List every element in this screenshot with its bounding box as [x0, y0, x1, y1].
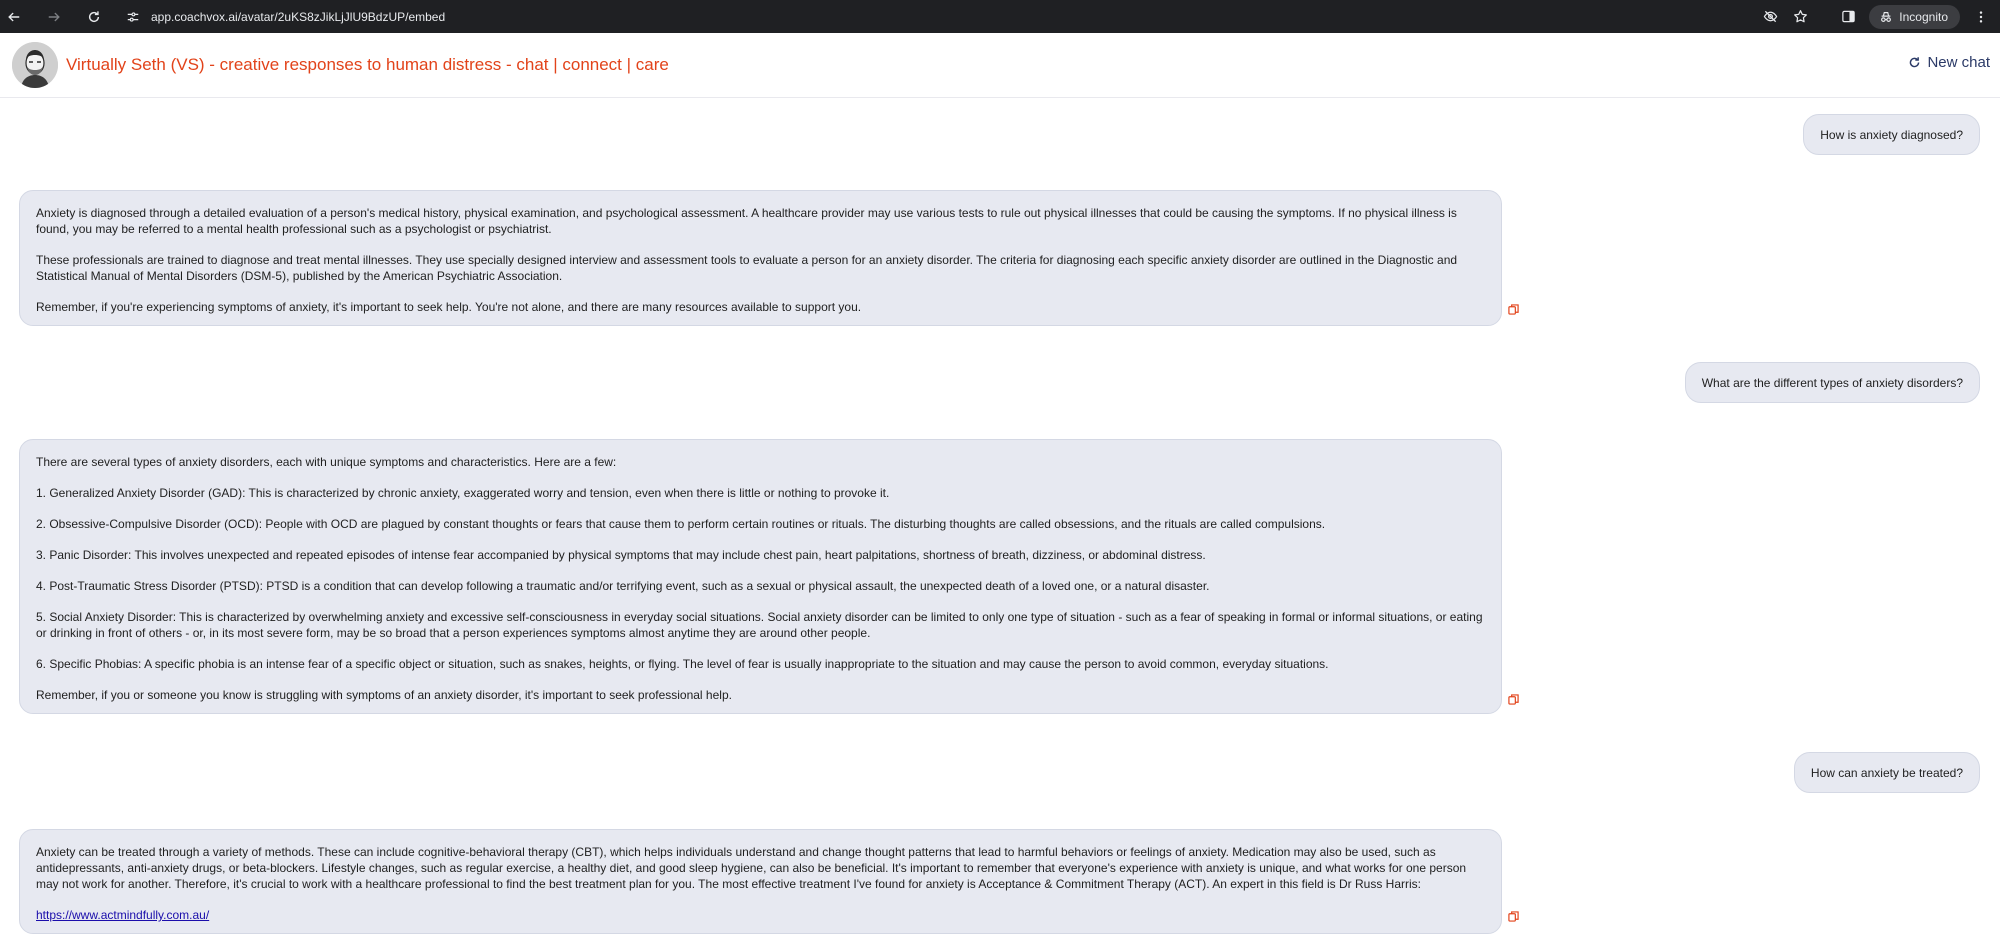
- refresh-icon: [1908, 56, 1921, 69]
- copy-button[interactable]: [1508, 304, 1519, 315]
- avatar: [12, 42, 58, 88]
- side-panel-icon: [1841, 9, 1856, 24]
- copy-icon: [1508, 911, 1519, 922]
- user-message: [1794, 752, 1980, 793]
- user-message: [1803, 114, 1980, 155]
- message-text: How can anxiety be treated?: [1810, 765, 1963, 780]
- url-text[interactable]: app.coachvox.ai/avatar/2uKS8zJikLjJlU9BdzUP/embed: [151, 9, 446, 24]
- tune-icon: [126, 10, 140, 24]
- bookmark-button[interactable]: [1791, 8, 1809, 26]
- site-info-button[interactable]: [125, 9, 141, 25]
- tracking-protection-button[interactable]: [1761, 8, 1779, 26]
- copy-icon: [1508, 694, 1519, 705]
- message-text: How is anxiety diagnosed?: [1820, 127, 1963, 142]
- app-header: [0, 33, 2000, 98]
- kebab-menu-icon: [1974, 10, 1988, 24]
- incognito-badge[interactable]: [1869, 5, 1960, 29]
- copy-button[interactable]: [1508, 911, 1519, 922]
- reload-button[interactable]: [83, 6, 105, 28]
- resource-link[interactable]: https://www.actmindfully.com.au/: [36, 908, 210, 922]
- copy-icon: [1508, 304, 1519, 315]
- incognito-label: Incognito: [1899, 9, 1948, 24]
- assistant-message: [19, 829, 1502, 934]
- new-chat-button[interactable]: [1908, 54, 1990, 71]
- assistant-message: [19, 439, 1502, 714]
- new-chat-label: New chat: [1927, 54, 1990, 71]
- message-paragraph: 1. Generalized Anxiety Disorder (GAD): This is characterized by chronic anxiety, exaggerated worry and tension, even when there is little or nothing to provoke it.: [36, 486, 890, 500]
- user-message: [1685, 362, 1980, 403]
- message-text: What are the different types of anxiety disorders?: [1701, 375, 1963, 390]
- side-panel-button[interactable]: [1839, 8, 1857, 26]
- arrow-right-icon: [47, 10, 61, 24]
- incognito-icon: [1879, 10, 1893, 24]
- page-title: Virtually Seth (VS) - creative responses to human distress - chat | connect | care: [66, 55, 669, 74]
- reload-icon: [87, 10, 101, 24]
- message-paragraph: Anxiety can be treated through a variety of methods. These can include cognitive-behavioral therapy (CBT), which helps individuals understand and change thought patterns that lead to harmful behaviors or feelings of anxiety. Medication may also be used, such as antidepressants, anti-anxiety drugs, or beta-blockers. Lifestyle changes, such as regular exercise, a healthy diet, and good sleep hygiene, can also be beneficial. It's important to remember that everyone's experience with anxiety is unique, and what works for one person may not work for another. Therefore, it's crucial to work with a healthcare professional to find the best treatment plan for you. The most effective treatment I've found for anxiety is Acceptance & Commitment Therapy (ACT). An expert in this field is Dr Russ Harris:: [36, 845, 1467, 891]
- eye-off-icon: [1763, 9, 1778, 24]
- browser-menu-button[interactable]: [1972, 8, 1990, 26]
- message-paragraph: 4. Post-Traumatic Stress Disorder (PTSD): PTSD is a condition that can develop following a traumatic and/or terrifying event, such as a sexual or physical assault, the unexpected death of a loved one, or a natural disaster.: [36, 579, 1210, 593]
- message-paragraph: These professionals are trained to diagnose and treat mental illnesses. They use specially designed interview and assessment tools to evaluate a person for an anxiety disorder. The criteria for diagnosing each specific anxiety disorder are outlined in the Diagnostic and Statistical Manual of Mental Disorders (DSM-5), published by the American Psychiatric Association.: [36, 253, 1458, 283]
- chat-thread: [0, 98, 2000, 950]
- message-paragraph: Remember, if you're experiencing symptoms of anxiety, it's important to seek help. You're not alone, and there are many resources available to support you.: [36, 300, 862, 314]
- message-paragraph: 2. Obsessive-Compulsive Disorder (OCD): People with OCD are plagued by constant thoughts or fears that cause them to perform certain routines or rituals. The disturbing thoughts are called obsessions, and the rituals are called compulsions.: [36, 517, 1326, 531]
- message-paragraph: 5. Social Anxiety Disorder: This is characterized by overwhelming anxiety and excessive self-consciousness in everyday social situations. Social anxiety disorder can be limited to only one type of situation - such as a fear of speaking in formal or informal situations, or eating or drinking in front of others - or, in its most severe form, may be so broad that a person experiences symptoms almost anytime they are around other people.: [36, 610, 1483, 640]
- address-bar[interactable]: [125, 0, 1761, 33]
- copy-button[interactable]: [1508, 694, 1519, 705]
- arrow-left-icon: [7, 10, 21, 24]
- star-icon: [1793, 9, 1808, 24]
- forward-button[interactable]: [43, 6, 65, 28]
- message-paragraph: There are several types of anxiety disorders, each with unique symptoms and characteristics. Here are a few:: [36, 455, 617, 469]
- message-paragraph: 3. Panic Disorder: This involves unexpected and repeated episodes of intense fear accompanied by physical symptoms that may include chest pain, heart palpitations, shortness of breath, dizziness, or abdominal distress.: [36, 548, 1206, 562]
- browser-toolbar: [0, 0, 2000, 33]
- back-button[interactable]: [3, 6, 25, 28]
- message-paragraph: 6. Specific Phobias: A specific phobia is an intense fear of a specific object or situation, such as snakes, heights, or flying. The level of fear is usually inappropriate to the situation and may cause the person to avoid common, everyday situations.: [36, 657, 1329, 671]
- avatar-portrait-icon: [12, 42, 58, 88]
- message-paragraph: Remember, if you or someone you know is struggling with symptoms of an anxiety disorder, it's important to seek professional help.: [36, 688, 732, 702]
- assistant-message: [19, 190, 1502, 326]
- message-paragraph: Anxiety is diagnosed through a detailed evaluation of a person's medical history, physical examination, and psychological assessment. A healthcare provider may use various tests to rule out physical illnesses that could be causing the symptoms. If no physical illness is found, you may be referred to a mental health professional such as a psychologist or psychiatrist.: [36, 206, 1457, 236]
